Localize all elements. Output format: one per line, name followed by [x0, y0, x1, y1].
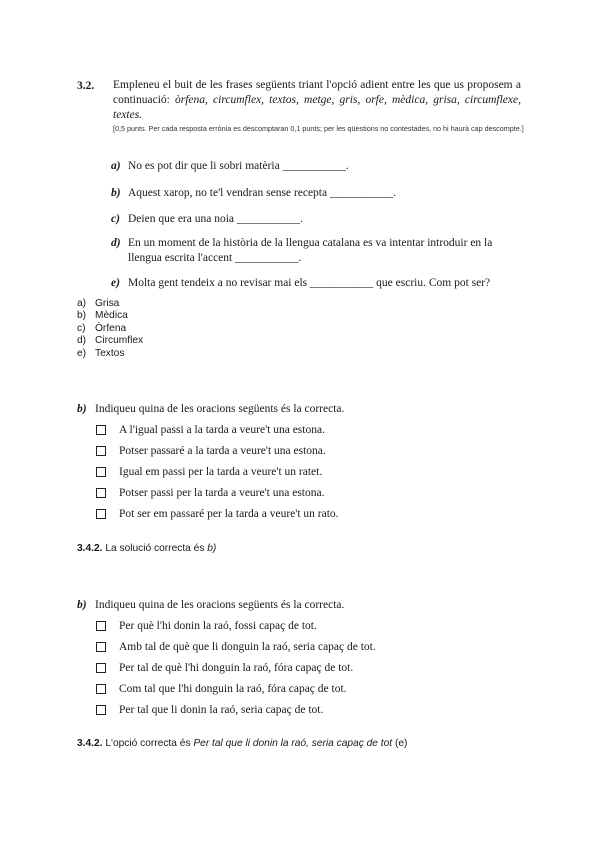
checkbox[interactable] [96, 684, 106, 694]
block2-option[interactable] [96, 704, 323, 716]
item-label: d) [111, 237, 121, 249]
answer-row [77, 323, 143, 335]
answer-text: Textos [95, 347, 125, 359]
solution-text: La solució correcta és [102, 543, 208, 554]
option-text: Pot ser em passaré per la tarda a veure't un rato. [119, 508, 339, 520]
item-label: b) [111, 187, 121, 199]
block2-title: Indiqueu quina de les oracions següents és la correcta. [95, 599, 345, 611]
question-intro: Empleneu el buit de les frases següents triant l'opció adient entre les que us proposem a continuació: [113, 79, 521, 106]
block2-label: b) [77, 599, 87, 611]
solution-value: Per tal que li donin la raó, seria capaç de tot [193, 738, 393, 749]
answer-list [77, 298, 143, 360]
block1-option[interactable] [96, 487, 324, 499]
option-text: Per tal que li donin la raó, seria capaç de tot. [119, 704, 324, 716]
block1-label: b) [77, 403, 87, 415]
solution-value: b) [207, 543, 217, 554]
checkbox[interactable] [96, 621, 106, 631]
option-text: Amb tal de què que li donguin la raó, seria capaç de tot. [119, 641, 376, 653]
block1-solution [77, 543, 216, 554]
block2-option[interactable] [96, 662, 353, 674]
option-text: Potser passaré a la tarda a veure't una estona. [119, 445, 326, 457]
option-text: Potser passi per la tarda a veure't una estona. [119, 487, 325, 499]
option-text: Com tal que l'hi donguin la raó, fóra capaç de tot. [119, 683, 347, 695]
checkbox[interactable] [96, 425, 106, 435]
question-number: 3.2. [77, 80, 95, 92]
answer-label: a) [77, 298, 87, 309]
item-text: En un moment de la història de la llengua catalana es va intentar introduir en la llengua escrita l'accent ___________. [128, 237, 493, 264]
item-label: a) [111, 160, 121, 172]
answer-label: c) [77, 322, 86, 334]
block1-option[interactable] [96, 445, 326, 457]
checkbox[interactable] [96, 446, 106, 456]
block1-title: Indiqueu quina de les oracions següents és la correcta. [95, 403, 345, 415]
answer-row [77, 335, 143, 347]
item-text: Aquest xarop, no te'l vendran sense recepta ___________. [128, 187, 397, 199]
question-prompt [113, 78, 521, 123]
block1-option[interactable] [96, 466, 322, 478]
answer-text: Òrfena [95, 322, 127, 334]
block2-solution [77, 738, 407, 749]
solution-suffix: (e) [392, 738, 408, 749]
checkbox[interactable] [96, 467, 106, 477]
answer-row [77, 310, 143, 322]
checkbox[interactable] [96, 663, 106, 673]
answer-label: b) [77, 310, 87, 322]
option-text: Per què l'hi donin la raó, fossi capaç de tot. [119, 620, 317, 632]
checkbox[interactable] [96, 488, 106, 498]
checkbox[interactable] [96, 642, 106, 652]
solution-number: 3.4.2. [77, 543, 103, 554]
block1-option[interactable] [96, 424, 325, 436]
block1-option[interactable] [96, 508, 339, 520]
item-text: Molta gent tendeix a no revisar mai els ___________ que escriu. Com pot ser? [128, 277, 491, 289]
answer-text: Circumflex [95, 335, 144, 347]
option-text: Igual em passi per la tarda a veure't un ratet. [119, 466, 323, 478]
answer-text: Grisa [95, 298, 120, 309]
option-text: Per tal de què l'hi donguin la raó, fóra capaç de tot. [119, 662, 354, 674]
answer-row [77, 298, 143, 310]
solution-text: L'opció correcta és [102, 738, 194, 749]
item-label: c) [111, 213, 120, 225]
block2-option[interactable] [96, 641, 376, 653]
option-text: A l'igual passi a la tarda a veure't una estona. [119, 424, 325, 436]
scoring-note: [0,5 punts. Per cada resposta errònia es descomptaran 0,1 punts; per les qüestions no contestades, no hi haurà cap descompte.] [113, 124, 524, 133]
answer-label: d) [77, 335, 87, 347]
block2-option[interactable] [96, 620, 317, 632]
question-options-inline: òrfena, circumflex, textos, metge, gris, orfe, mèdica, grisa, circumflexe, textes. [113, 94, 521, 121]
item-text: Deien que era una noia ___________. [128, 213, 304, 225]
checkbox[interactable] [96, 509, 106, 519]
item-text: No es pot dir que li sobri matèria ___________. [128, 160, 349, 172]
solution-number: 3.4.2. [77, 738, 103, 749]
answer-label: e) [77, 347, 87, 359]
answer-text: Mèdica [95, 310, 128, 322]
checkbox[interactable] [96, 705, 106, 715]
block2-option[interactable] [96, 683, 347, 695]
answer-row [77, 348, 143, 360]
item-label: e) [111, 277, 120, 289]
